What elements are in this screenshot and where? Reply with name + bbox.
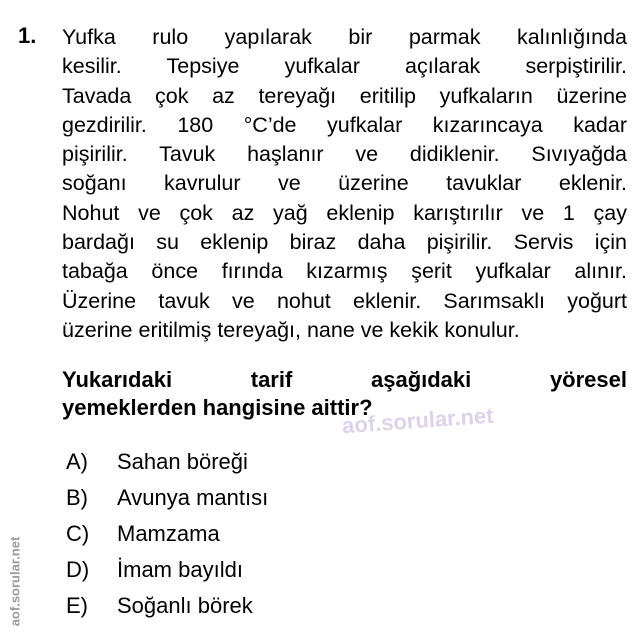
option-e[interactable] — [66, 588, 268, 624]
paragraph-line: gezdirilir. 180 °C’de yufkalar kızarıncaya kadar — [62, 112, 627, 137]
option-text: Avunya mantısı — [117, 485, 269, 510]
watermark: aof.sorular.net — [341, 402, 495, 439]
paragraph-line: Nohut ve çok az yağ eklenip karıştırılır ve 1 çay — [62, 200, 627, 225]
paragraph-line: bardağı su eklenip biraz daha pişirilir. Servis için — [62, 230, 627, 255]
prompt-line: yemeklerden hangisine aittir? — [62, 395, 373, 420]
option-letter: D) — [66, 557, 90, 582]
prompt-line: Yukarıdaki tarif aşağıdaki yöresel — [62, 367, 627, 392]
paragraph-line: üzerine eritilmiş tereyağı, nane ve kekik konulur. — [62, 317, 520, 342]
paragraph-line: Yufka rulo yapılarak bir parmak kalınlığında — [62, 25, 627, 49]
paragraph-line: Üzerine tavuk ve nohut eklenir. Sarımsaklı yoğurt — [62, 288, 627, 313]
side-watermark: aof.sorular.net — [7, 536, 23, 627]
paragraph-line: soğanı kavrulur ve üzerine tavuklar eklenir. — [62, 171, 627, 196]
option-text: Sahan böreği — [117, 449, 248, 474]
recipe-paragraph — [62, 23, 627, 345]
option-d[interactable] — [66, 552, 268, 588]
option-text: Soğanlı börek — [117, 593, 253, 618]
option-text: İmam bayıldı — [117, 557, 243, 582]
option-b[interactable] — [66, 480, 268, 516]
option-letter: C) — [66, 521, 90, 546]
option-letter: B) — [66, 485, 88, 510]
question-number: 1. — [18, 23, 37, 48]
paragraph-line: kesilir. Tepsiye yufkalar açılarak serpiştirilir. — [62, 54, 627, 79]
answer-options — [66, 444, 268, 624]
paragraph-line: Tavada çok az tereyağı eritilip yufkaların üzerine — [62, 83, 627, 108]
option-a[interactable] — [66, 444, 268, 480]
option-letter: E) — [66, 593, 88, 618]
option-c[interactable] — [66, 516, 268, 552]
option-text: Mamzama — [117, 521, 220, 546]
paragraph-line: pişirilir. Tavuk haşlanır ve didiklenir. Sıvıyağda — [62, 142, 627, 167]
option-letter: A) — [66, 449, 88, 474]
paragraph-line: tabağa önce fırında kızarmış şerit yufkalar alınır. — [62, 259, 627, 284]
